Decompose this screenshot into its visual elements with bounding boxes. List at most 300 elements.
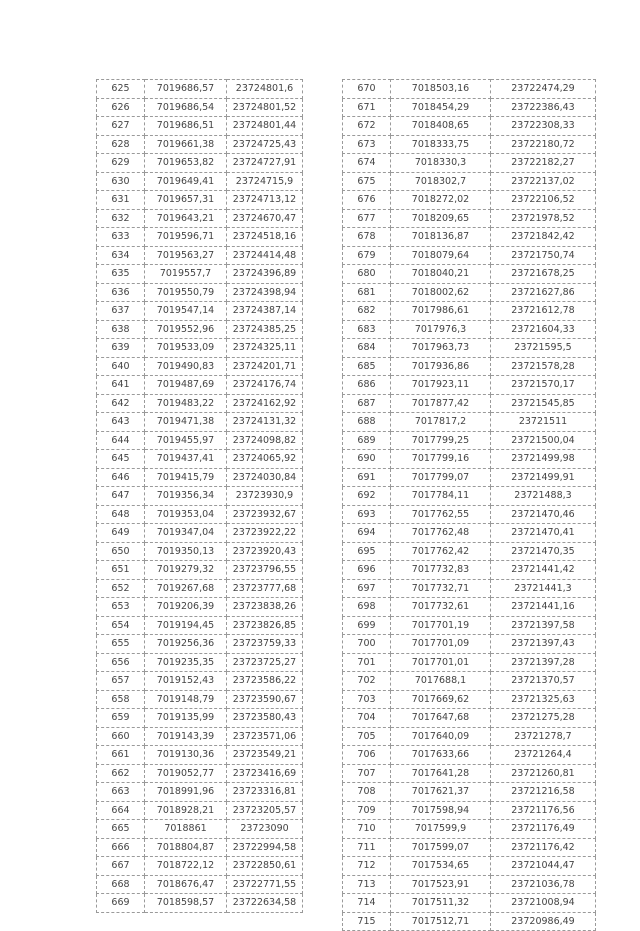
x-coordinate-cell: 7017633,66 <box>391 746 491 765</box>
table-row <box>97 468 303 487</box>
table-row <box>97 635 303 654</box>
y-coordinate-cell: 23724727,91 <box>227 154 303 173</box>
x-coordinate-cell: 7017701,19 <box>391 616 491 635</box>
y-coordinate-cell: 23721978,52 <box>491 209 596 228</box>
x-coordinate-cell: 7019686,54 <box>145 98 227 117</box>
point-number-cell: 660 <box>97 727 145 746</box>
table-row <box>97 246 303 265</box>
point-number-cell: 641 <box>97 376 145 395</box>
table-row <box>343 339 596 358</box>
x-coordinate-cell: 7018136,87 <box>391 228 491 247</box>
table-row <box>343 246 596 265</box>
point-number-cell: 654 <box>97 616 145 635</box>
table-row <box>343 801 596 820</box>
x-coordinate-cell: 7018503,16 <box>391 80 491 99</box>
x-coordinate-cell: 7017641,28 <box>391 764 491 783</box>
table-row <box>343 561 596 580</box>
x-coordinate-cell: 7017701,01 <box>391 653 491 672</box>
table-row <box>97 598 303 617</box>
table-row <box>97 357 303 376</box>
y-coordinate-cell: 23721470,35 <box>491 542 596 561</box>
table-row <box>97 339 303 358</box>
y-coordinate-cell: 23724518,16 <box>227 228 303 247</box>
x-coordinate-cell: 7017963,73 <box>391 339 491 358</box>
table-row <box>343 394 596 413</box>
point-number-cell: 714 <box>343 894 391 913</box>
x-coordinate-cell: 7019437,41 <box>145 450 227 469</box>
point-number-cell: 707 <box>343 764 391 783</box>
y-coordinate-cell: 23722137,02 <box>491 172 596 191</box>
x-coordinate-cell: 7018722,12 <box>145 857 227 876</box>
table-row <box>97 394 303 413</box>
x-coordinate-cell: 7018330,3 <box>391 154 491 173</box>
table-row <box>97 524 303 543</box>
x-coordinate-cell: 7018861 <box>145 820 227 839</box>
point-number-cell: 625 <box>97 80 145 99</box>
y-coordinate-cell: 23724398,94 <box>227 283 303 302</box>
point-number-cell: 651 <box>97 561 145 580</box>
point-number-cell: 698 <box>343 598 391 617</box>
point-number-cell: 640 <box>97 357 145 376</box>
table-row <box>343 376 596 395</box>
point-number-cell: 679 <box>343 246 391 265</box>
y-coordinate-cell: 23722634,58 <box>227 894 303 913</box>
y-coordinate-cell: 23723586,22 <box>227 672 303 691</box>
x-coordinate-cell: 7019356,34 <box>145 487 227 506</box>
x-coordinate-cell: 7019487,69 <box>145 376 227 395</box>
y-coordinate-cell: 23721260,81 <box>491 764 596 783</box>
point-number-cell: 694 <box>343 524 391 543</box>
y-coordinate-cell: 23721176,49 <box>491 820 596 839</box>
y-coordinate-cell: 23722994,58 <box>227 838 303 857</box>
y-coordinate-cell: 23724715,9 <box>227 172 303 191</box>
point-number-cell: 674 <box>343 154 391 173</box>
point-number-cell: 650 <box>97 542 145 561</box>
table-row <box>97 413 303 432</box>
y-coordinate-cell: 23721275,28 <box>491 709 596 728</box>
table-row <box>343 487 596 506</box>
x-coordinate-cell: 7019143,39 <box>145 727 227 746</box>
y-coordinate-cell: 23724325,11 <box>227 339 303 358</box>
x-coordinate-cell: 7017688,1 <box>391 672 491 691</box>
table-row <box>343 320 596 339</box>
y-coordinate-cell: 23721511 <box>491 413 596 432</box>
x-coordinate-cell: 7019194,45 <box>145 616 227 635</box>
coordinate-table-left <box>96 79 303 913</box>
table-row <box>343 265 596 284</box>
x-coordinate-cell: 7018002,62 <box>391 283 491 302</box>
y-coordinate-cell: 23724387,14 <box>227 302 303 321</box>
y-coordinate-cell: 23721578,28 <box>491 357 596 376</box>
x-coordinate-cell: 7017511,32 <box>391 894 491 913</box>
table-row <box>343 783 596 802</box>
x-coordinate-cell: 7019415,79 <box>145 468 227 487</box>
point-number-cell: 670 <box>343 80 391 99</box>
table-row <box>97 283 303 302</box>
table-row <box>97 228 303 247</box>
y-coordinate-cell: 23723725,27 <box>227 653 303 672</box>
y-coordinate-cell: 23724385,25 <box>227 320 303 339</box>
point-number-cell: 677 <box>343 209 391 228</box>
point-number-cell: 685 <box>343 357 391 376</box>
y-coordinate-cell: 23721397,43 <box>491 635 596 654</box>
x-coordinate-cell: 7019490,83 <box>145 357 227 376</box>
x-coordinate-cell: 7019649,41 <box>145 172 227 191</box>
x-coordinate-cell: 7017762,48 <box>391 524 491 543</box>
point-number-cell: 676 <box>343 191 391 210</box>
y-coordinate-cell: 23724670,47 <box>227 209 303 228</box>
coordinate-table-right <box>342 79 596 931</box>
table-row <box>97 709 303 728</box>
table-row <box>97 764 303 783</box>
x-coordinate-cell: 7017877,42 <box>391 394 491 413</box>
x-coordinate-cell: 7019483,22 <box>145 394 227 413</box>
x-coordinate-cell: 7019661,38 <box>145 135 227 154</box>
point-number-cell: 664 <box>97 801 145 820</box>
y-coordinate-cell: 23721627,86 <box>491 283 596 302</box>
table-row <box>343 468 596 487</box>
y-coordinate-cell: 23723590,67 <box>227 690 303 709</box>
point-number-cell: 643 <box>97 413 145 432</box>
y-coordinate-cell: 23721441,3 <box>491 579 596 598</box>
x-coordinate-cell: 7019653,82 <box>145 154 227 173</box>
point-number-cell: 645 <box>97 450 145 469</box>
table-row <box>343 746 596 765</box>
y-coordinate-cell: 23722308,33 <box>491 117 596 136</box>
y-coordinate-cell: 23724713,12 <box>227 191 303 210</box>
table-row <box>97 302 303 321</box>
table-row <box>343 431 596 450</box>
table-row <box>343 672 596 691</box>
coordinate-table-right-body <box>343 80 596 931</box>
point-number-cell: 630 <box>97 172 145 191</box>
point-number-cell: 642 <box>97 394 145 413</box>
x-coordinate-cell: 7019643,21 <box>145 209 227 228</box>
x-coordinate-cell: 7017986,61 <box>391 302 491 321</box>
y-coordinate-cell: 23723571,06 <box>227 727 303 746</box>
point-number-cell: 706 <box>343 746 391 765</box>
x-coordinate-cell: 7017784,11 <box>391 487 491 506</box>
point-number-cell: 688 <box>343 413 391 432</box>
table-row <box>97 209 303 228</box>
point-number-cell: 669 <box>97 894 145 913</box>
table-row <box>97 431 303 450</box>
x-coordinate-cell: 7017976,3 <box>391 320 491 339</box>
table-row <box>343 413 596 432</box>
x-coordinate-cell: 7017523,91 <box>391 875 491 894</box>
x-coordinate-cell: 7017732,83 <box>391 561 491 580</box>
point-number-cell: 675 <box>343 172 391 191</box>
y-coordinate-cell: 23721036,78 <box>491 875 596 894</box>
x-coordinate-cell: 7019550,79 <box>145 283 227 302</box>
table-row <box>97 616 303 635</box>
table-row <box>97 690 303 709</box>
x-coordinate-cell: 7019657,31 <box>145 191 227 210</box>
coordinate-table-left-body <box>97 80 303 913</box>
table-row <box>343 894 596 913</box>
x-coordinate-cell: 7017799,16 <box>391 450 491 469</box>
x-coordinate-cell: 7017762,55 <box>391 505 491 524</box>
table-row <box>97 838 303 857</box>
y-coordinate-cell: 23721604,33 <box>491 320 596 339</box>
table-row <box>343 820 596 839</box>
point-number-cell: 705 <box>343 727 391 746</box>
point-number-cell: 671 <box>343 98 391 117</box>
y-coordinate-cell: 23723796,55 <box>227 561 303 580</box>
y-coordinate-cell: 23722386,43 <box>491 98 596 117</box>
x-coordinate-cell: 7019686,51 <box>145 117 227 136</box>
table-row <box>97 450 303 469</box>
x-coordinate-cell: 7019547,14 <box>145 302 227 321</box>
point-number-cell: 682 <box>343 302 391 321</box>
point-number-cell: 687 <box>343 394 391 413</box>
table-row <box>97 783 303 802</box>
x-coordinate-cell: 7018408,65 <box>391 117 491 136</box>
x-coordinate-cell: 7017669,62 <box>391 690 491 709</box>
x-coordinate-cell: 7018804,87 <box>145 838 227 857</box>
y-coordinate-cell: 23721499,98 <box>491 450 596 469</box>
point-number-cell: 696 <box>343 561 391 580</box>
point-number-cell: 636 <box>97 283 145 302</box>
y-coordinate-cell: 23724725,43 <box>227 135 303 154</box>
point-number-cell: 702 <box>343 672 391 691</box>
point-number-cell: 697 <box>343 579 391 598</box>
point-number-cell: 659 <box>97 709 145 728</box>
table-row <box>97 172 303 191</box>
y-coordinate-cell: 23724162,92 <box>227 394 303 413</box>
y-coordinate-cell: 23721264,4 <box>491 746 596 765</box>
x-coordinate-cell: 7019206,39 <box>145 598 227 617</box>
x-coordinate-cell: 7017534,65 <box>391 857 491 876</box>
point-number-cell: 703 <box>343 690 391 709</box>
x-coordinate-cell: 7019235,35 <box>145 653 227 672</box>
table-row <box>343 616 596 635</box>
point-number-cell: 631 <box>97 191 145 210</box>
point-number-cell: 648 <box>97 505 145 524</box>
y-coordinate-cell: 23721545,85 <box>491 394 596 413</box>
y-coordinate-cell: 23721570,17 <box>491 376 596 395</box>
point-number-cell: 710 <box>343 820 391 839</box>
x-coordinate-cell: 7017701,09 <box>391 635 491 654</box>
y-coordinate-cell: 23721595,5 <box>491 339 596 358</box>
x-coordinate-cell: 7019267,68 <box>145 579 227 598</box>
table-row <box>97 542 303 561</box>
point-number-cell: 646 <box>97 468 145 487</box>
point-number-cell: 626 <box>97 98 145 117</box>
table-row <box>343 653 596 672</box>
y-coordinate-cell: 23721470,41 <box>491 524 596 543</box>
x-coordinate-cell: 7019533,09 <box>145 339 227 358</box>
x-coordinate-cell: 7018454,29 <box>391 98 491 117</box>
point-number-cell: 638 <box>97 320 145 339</box>
table-row <box>97 135 303 154</box>
point-number-cell: 711 <box>343 838 391 857</box>
y-coordinate-cell: 23723777,68 <box>227 579 303 598</box>
y-coordinate-cell: 23724030,84 <box>227 468 303 487</box>
y-coordinate-cell: 23722180,72 <box>491 135 596 154</box>
point-number-cell: 665 <box>97 820 145 839</box>
y-coordinate-cell: 23723759,33 <box>227 635 303 654</box>
point-number-cell: 713 <box>343 875 391 894</box>
table-row <box>97 875 303 894</box>
y-coordinate-cell: 23724801,52 <box>227 98 303 117</box>
table-row <box>97 579 303 598</box>
y-coordinate-cell: 23721008,94 <box>491 894 596 913</box>
y-coordinate-cell: 23721397,58 <box>491 616 596 635</box>
table-row <box>343 598 596 617</box>
x-coordinate-cell: 7018676,47 <box>145 875 227 894</box>
point-number-cell: 639 <box>97 339 145 358</box>
x-coordinate-cell: 7018991,96 <box>145 783 227 802</box>
y-coordinate-cell: 23724801,44 <box>227 117 303 136</box>
point-number-cell: 673 <box>343 135 391 154</box>
x-coordinate-cell: 7019130,36 <box>145 746 227 765</box>
point-number-cell: 668 <box>97 875 145 894</box>
point-number-cell: 667 <box>97 857 145 876</box>
point-number-cell: 657 <box>97 672 145 691</box>
table-row <box>343 228 596 247</box>
table-row <box>343 283 596 302</box>
point-number-cell: 701 <box>343 653 391 672</box>
y-coordinate-cell: 23724201,71 <box>227 357 303 376</box>
y-coordinate-cell: 23723090 <box>227 820 303 839</box>
table-row <box>97 320 303 339</box>
point-number-cell: 666 <box>97 838 145 857</box>
point-number-cell: 693 <box>343 505 391 524</box>
point-number-cell: 632 <box>97 209 145 228</box>
point-number-cell: 637 <box>97 302 145 321</box>
point-number-cell: 644 <box>97 431 145 450</box>
point-number-cell: 695 <box>343 542 391 561</box>
table-row <box>343 154 596 173</box>
point-number-cell: 686 <box>343 376 391 395</box>
y-coordinate-cell: 23723416,69 <box>227 764 303 783</box>
table-row <box>97 894 303 913</box>
x-coordinate-cell: 7018928,21 <box>145 801 227 820</box>
x-coordinate-cell: 7017598,94 <box>391 801 491 820</box>
table-row <box>343 524 596 543</box>
table-row <box>97 653 303 672</box>
x-coordinate-cell: 7017732,61 <box>391 598 491 617</box>
table-row <box>97 154 303 173</box>
x-coordinate-cell: 7019455,97 <box>145 431 227 450</box>
point-number-cell: 700 <box>343 635 391 654</box>
y-coordinate-cell: 23721176,56 <box>491 801 596 820</box>
x-coordinate-cell: 7019135,99 <box>145 709 227 728</box>
y-coordinate-cell: 23722771,55 <box>227 875 303 894</box>
table-row <box>97 376 303 395</box>
y-coordinate-cell: 23724098,82 <box>227 431 303 450</box>
table-row <box>343 690 596 709</box>
table-row <box>343 635 596 654</box>
y-coordinate-cell: 23724176,74 <box>227 376 303 395</box>
point-number-cell: 627 <box>97 117 145 136</box>
table-row <box>343 80 596 99</box>
x-coordinate-cell: 7017732,71 <box>391 579 491 598</box>
point-number-cell: 684 <box>343 339 391 358</box>
x-coordinate-cell: 7018272,02 <box>391 191 491 210</box>
point-number-cell: 692 <box>343 487 391 506</box>
table-row <box>343 135 596 154</box>
table-row <box>97 746 303 765</box>
y-coordinate-cell: 23721397,28 <box>491 653 596 672</box>
table-row <box>97 561 303 580</box>
point-number-cell: 663 <box>97 783 145 802</box>
table-row <box>343 450 596 469</box>
point-number-cell: 678 <box>343 228 391 247</box>
y-coordinate-cell: 23724131,32 <box>227 413 303 432</box>
x-coordinate-cell: 7019052,77 <box>145 764 227 783</box>
x-coordinate-cell: 7018040,21 <box>391 265 491 284</box>
point-number-cell: 647 <box>97 487 145 506</box>
table-row <box>343 579 596 598</box>
x-coordinate-cell: 7019152,43 <box>145 672 227 691</box>
y-coordinate-cell: 23723922,22 <box>227 524 303 543</box>
y-coordinate-cell: 23721499,91 <box>491 468 596 487</box>
table-row <box>343 838 596 857</box>
point-number-cell: 681 <box>343 283 391 302</box>
y-coordinate-cell: 23723826,85 <box>227 616 303 635</box>
point-number-cell: 652 <box>97 579 145 598</box>
table-row <box>343 172 596 191</box>
table-row <box>343 875 596 894</box>
y-coordinate-cell: 23724801,6 <box>227 80 303 99</box>
y-coordinate-cell: 23722106,52 <box>491 191 596 210</box>
y-coordinate-cell: 23723205,57 <box>227 801 303 820</box>
table-row <box>343 505 596 524</box>
table-row <box>343 191 596 210</box>
x-coordinate-cell: 7019552,96 <box>145 320 227 339</box>
x-coordinate-cell: 7019347,04 <box>145 524 227 543</box>
y-coordinate-cell: 23721750,74 <box>491 246 596 265</box>
table-row <box>97 80 303 99</box>
x-coordinate-cell: 7019350,13 <box>145 542 227 561</box>
y-coordinate-cell: 23721044,47 <box>491 857 596 876</box>
table-row <box>97 672 303 691</box>
point-number-cell: 635 <box>97 265 145 284</box>
point-number-cell: 672 <box>343 117 391 136</box>
table-row <box>343 857 596 876</box>
y-coordinate-cell: 23721370,57 <box>491 672 596 691</box>
x-coordinate-cell: 7017621,37 <box>391 783 491 802</box>
y-coordinate-cell: 23721488,3 <box>491 487 596 506</box>
table-row <box>343 209 596 228</box>
x-coordinate-cell: 7018079,64 <box>391 246 491 265</box>
y-coordinate-cell: 23723932,67 <box>227 505 303 524</box>
x-coordinate-cell: 7017936,86 <box>391 357 491 376</box>
table-row <box>97 727 303 746</box>
point-number-cell: 691 <box>343 468 391 487</box>
x-coordinate-cell: 7017599,07 <box>391 838 491 857</box>
x-coordinate-cell: 7019563,27 <box>145 246 227 265</box>
table-row <box>343 302 596 321</box>
table-row <box>97 801 303 820</box>
x-coordinate-cell: 7017599,9 <box>391 820 491 839</box>
point-number-cell: 634 <box>97 246 145 265</box>
table-row <box>343 764 596 783</box>
point-number-cell: 715 <box>343 912 391 931</box>
table-row <box>97 857 303 876</box>
y-coordinate-cell: 23721612,78 <box>491 302 596 321</box>
point-number-cell: 690 <box>343 450 391 469</box>
x-coordinate-cell: 7019596,71 <box>145 228 227 247</box>
table-row <box>97 487 303 506</box>
x-coordinate-cell: 7017799,25 <box>391 431 491 450</box>
table-row <box>343 98 596 117</box>
x-coordinate-cell: 7018333,75 <box>391 135 491 154</box>
table-row <box>97 820 303 839</box>
y-coordinate-cell: 23724396,89 <box>227 265 303 284</box>
